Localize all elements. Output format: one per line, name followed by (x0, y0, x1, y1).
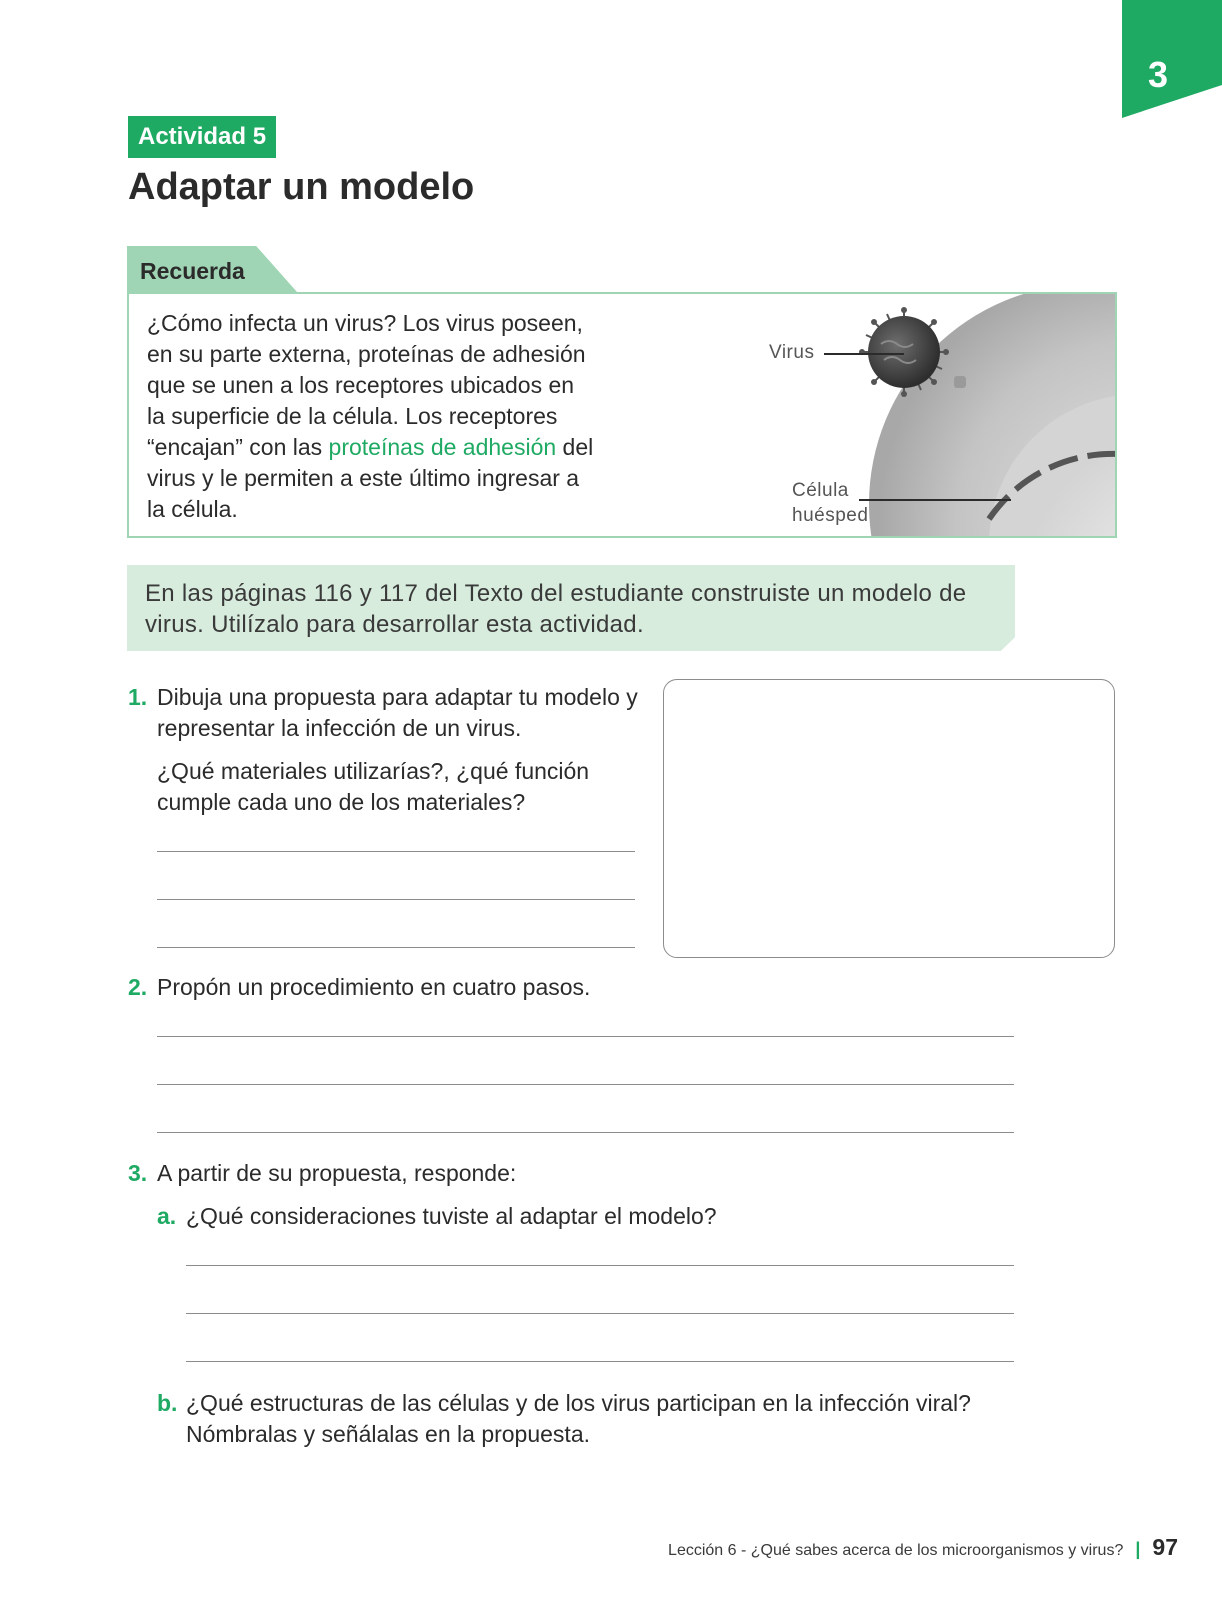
virus-infection-illustration (619, 294, 1117, 538)
recuerda-highlight: proteínas de adhesión (328, 434, 557, 460)
question-3b-text: ¿Qué estructuras de las células y de los virus participan en la infección viral? Nómbralas y señálalas en la propuesta. (186, 1390, 971, 1447)
footer-separator: | (1135, 1539, 1141, 1559)
question-3-text: A partir de su propuesta, responde: (157, 1160, 517, 1186)
answer-line[interactable] (186, 1313, 1014, 1314)
label-cell-line2: huésped (792, 505, 869, 526)
virus-cell-figure (619, 294, 1117, 538)
question-2 (128, 972, 1017, 1003)
recuerda-text-part2: del virus y le permiten a este último ingresar a la célula. (147, 434, 594, 522)
activity-badge: Actividad 5 (128, 116, 276, 158)
question-3 (128, 1158, 1017, 1189)
question-3-number: 3. (128, 1160, 148, 1186)
recuerda-text (147, 308, 597, 525)
question-1-subtext: ¿Qué materiales utilizarías?, ¿qué función cumple cada uno de los materiales? (157, 758, 590, 815)
recuerda-text-part1: ¿Cómo infecta un virus? Los virus poseen, en su parte externa, proteínas de adhesión que se unen a los receptores ubicados en la superficie de la célula. Los receptores “encajan” con las (147, 310, 586, 460)
page-number: 97 (1152, 1534, 1178, 1560)
answer-line[interactable] (157, 1036, 1014, 1037)
question-1-text: Dibuja una propuesta para adaptar tu modelo y representar la infección de un virus. (157, 684, 638, 741)
question-3b (157, 1388, 1016, 1450)
question-3a (157, 1201, 1016, 1232)
answer-line[interactable] (186, 1361, 1014, 1362)
label-virus: Virus (769, 342, 815, 363)
info-text: En las páginas 116 y 117 del Texto del estudiante construiste un modelo de virus. Utilízalo para desarrollar esta actividad. (145, 580, 967, 638)
answer-line[interactable] (157, 851, 635, 852)
recuerda-box (127, 292, 1117, 538)
drawing-box[interactable] (663, 679, 1115, 958)
question-2-number: 2. (128, 974, 148, 1000)
question-2-text: Propón un procedimiento en cuatro pasos. (157, 974, 591, 1000)
virus-particle (859, 307, 949, 397)
question-1-number: 1. (128, 684, 148, 710)
question-3a-letter: a. (157, 1203, 177, 1229)
answer-line[interactable] (157, 1084, 1014, 1085)
answer-line[interactable] (157, 1132, 1014, 1133)
chapter-number: 3 (1147, 54, 1169, 95)
label-cell-line1: Célula (792, 480, 849, 501)
question-3a-text: ¿Qué consideraciones tuviste al adaptar el modelo? (186, 1203, 717, 1229)
receptor (954, 376, 966, 388)
recuerda-label: Recuerda (140, 258, 245, 284)
answer-line[interactable] (157, 899, 635, 900)
activity-title: Adaptar un modelo (128, 166, 475, 208)
answer-line[interactable] (186, 1265, 1014, 1266)
answer-line[interactable] (157, 947, 635, 948)
question-3b-letter: b. (157, 1390, 178, 1416)
footer-lesson: Lección 6 - ¿Qué sabes acerca de los microorganismos y virus? (668, 1542, 1124, 1559)
page-footer (668, 1534, 1178, 1561)
question-1 (128, 682, 647, 744)
